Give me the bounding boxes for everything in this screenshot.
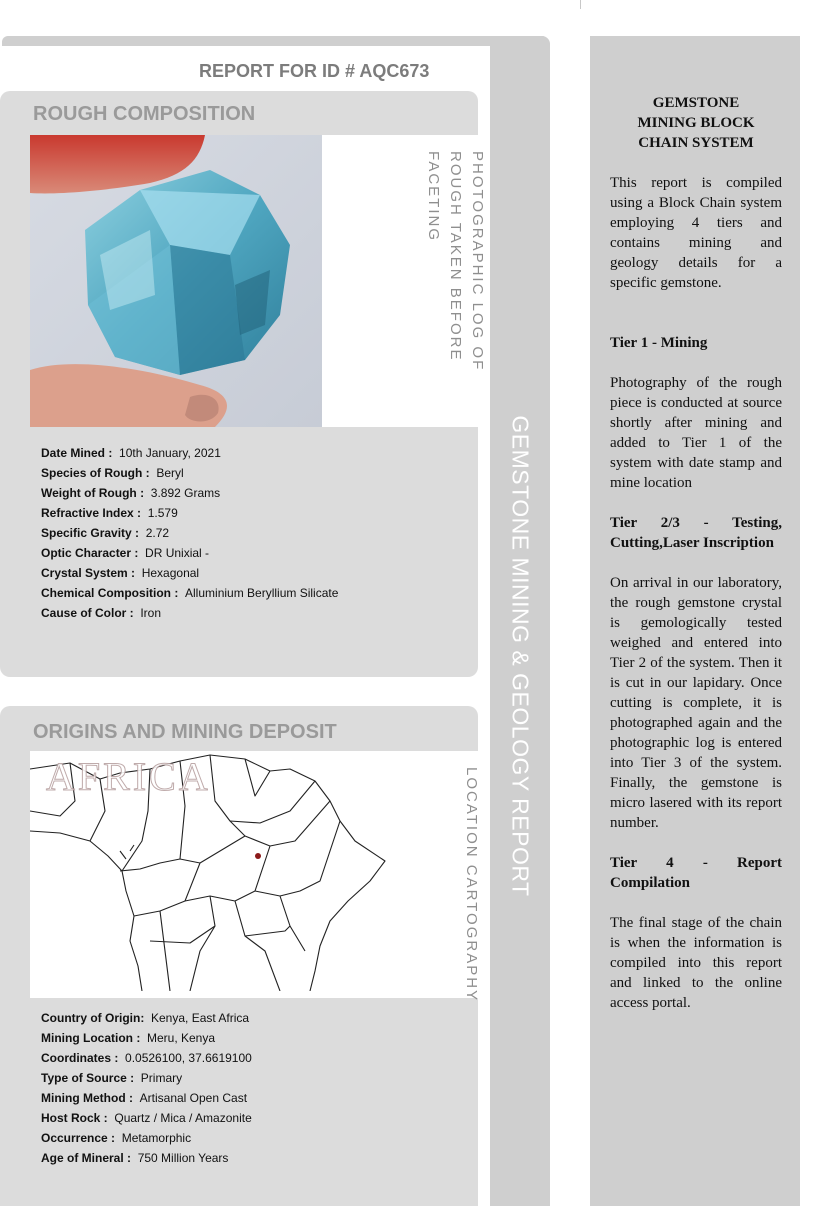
vertical-report-title: GEMSTONE MINING & GEOLOGY REPORT bbox=[507, 415, 534, 897]
detail-value: Meru, Kenya bbox=[147, 1031, 216, 1045]
detail-row bbox=[41, 503, 338, 523]
detail-row bbox=[41, 1108, 252, 1128]
origins-details-list bbox=[41, 1008, 252, 1168]
detail-row bbox=[41, 1128, 252, 1148]
detail-value: Alluminium Beryllium Silicate bbox=[185, 586, 339, 600]
detail-label: Age of Mineral : bbox=[41, 1151, 132, 1165]
detail-value: 10th January, 2021 bbox=[119, 446, 221, 460]
detail-label: Type of Source : bbox=[41, 1071, 135, 1085]
detail-label: Weight of Rough : bbox=[41, 486, 145, 500]
detail-label: Refractive Index : bbox=[41, 506, 142, 520]
origins-map-area bbox=[30, 751, 480, 1003]
blockchain-info-panel bbox=[590, 36, 800, 1206]
detail-row bbox=[41, 603, 338, 623]
tier-heading: Tier 1 - Mining bbox=[610, 335, 708, 351]
detail-value: Artisanal Open Cast bbox=[139, 1091, 248, 1105]
detail-value: DR Unixial - bbox=[145, 546, 210, 560]
detail-value: Kenya, East Africa bbox=[151, 1011, 250, 1025]
detail-label: Host Rock : bbox=[41, 1111, 108, 1125]
detail-value: 3.892 Grams bbox=[150, 486, 221, 500]
detail-value: Quartz / Mica / Amazonite bbox=[114, 1111, 252, 1125]
detail-label: Crystal System : bbox=[41, 566, 136, 580]
tier-body: The final stage of the chain is when the information is compiled into this report and linked to the online access portal. bbox=[610, 915, 782, 1011]
report-id-heading: REPORT FOR ID # AQC673 bbox=[199, 61, 430, 81]
detail-value: Beryl bbox=[156, 466, 184, 480]
tier-heading: Tier 4 - Report Compilation bbox=[610, 855, 782, 891]
detail-label: Mining Location : bbox=[41, 1031, 141, 1045]
photo-caption-vertical: PHOTOGRAPHIC LOG OF ROUGH TAKEN BEFORE FACETING bbox=[425, 151, 486, 372]
detail-label: Optic Character : bbox=[41, 546, 139, 560]
detail-row bbox=[41, 543, 338, 563]
detail-value: Iron bbox=[140, 606, 162, 620]
detail-label: Mining Method : bbox=[41, 1091, 133, 1105]
blockchain-intro: This report is compiled using a Block Chain system employing 4 tiers and contains mining and geology details for a specific gemstone. bbox=[610, 175, 782, 291]
detail-label: Coordinates : bbox=[41, 1051, 119, 1065]
detail-value: Metamorphic bbox=[121, 1131, 192, 1145]
detail-row bbox=[41, 1008, 252, 1028]
detail-label: Date Mined : bbox=[41, 446, 113, 460]
detail-row bbox=[41, 463, 338, 483]
detail-value: 1.579 bbox=[147, 506, 178, 520]
detail-row bbox=[41, 1088, 252, 1108]
detail-row bbox=[41, 1048, 252, 1068]
top-frame-bar bbox=[2, 36, 548, 46]
detail-row bbox=[41, 1148, 252, 1168]
vertical-title-panel bbox=[490, 36, 550, 1206]
detail-value: 2.72 bbox=[145, 526, 170, 540]
detail-row bbox=[41, 563, 338, 583]
africa-map bbox=[30, 751, 425, 991]
rough-gemstone-photo bbox=[30, 135, 322, 427]
blockchain-info-content bbox=[610, 93, 782, 1033]
map-caption-vertical: LOCATION CARTOGRAPHY bbox=[463, 767, 480, 1003]
detail-value: Primary bbox=[140, 1071, 183, 1085]
detail-row bbox=[41, 483, 338, 503]
detail-label: Chemical Composition : bbox=[41, 586, 179, 600]
detail-row bbox=[41, 443, 338, 463]
blockchain-title: GEMSTONE MINING BLOCK CHAIN SYSTEM bbox=[637, 95, 755, 151]
top-divider-tick bbox=[580, 0, 581, 9]
detail-value: Hexagonal bbox=[141, 566, 200, 580]
detail-row bbox=[41, 523, 338, 543]
tier-body: On arrival in our laboratory, the rough gemstone crystal is gemologically tested weighed and entered into Tier 2 of the system. Then it is cut in our lapidary. Once cutting is complete, it is photographed again and the photographic log is entered into Tier 3 of the system. Finally, the gemstone is micro lasered with its report number. bbox=[610, 575, 782, 831]
detail-label: Occurrence : bbox=[41, 1131, 116, 1145]
detail-row bbox=[41, 1068, 252, 1088]
detail-label: Specific Gravity : bbox=[41, 526, 140, 540]
detail-value: 0.0526100, 37.6619100 bbox=[125, 1051, 252, 1065]
detail-value: 750 Million Years bbox=[137, 1151, 229, 1165]
detail-row bbox=[41, 583, 338, 603]
map-region-label: AFRICA bbox=[46, 754, 211, 799]
section-title-origins: ORIGINS AND MINING DEPOSIT bbox=[33, 721, 337, 743]
detail-row bbox=[41, 1028, 252, 1048]
mine-location-marker bbox=[255, 853, 261, 859]
detail-label: Country of Origin: bbox=[41, 1011, 145, 1025]
section-title-rough: ROUGH COMPOSITION bbox=[33, 103, 256, 125]
rough-photo-area bbox=[30, 135, 486, 427]
detail-label: Cause of Color : bbox=[41, 606, 134, 620]
tier-body: Photography of the rough piece is conducted at source shortly after mining and added to Tier 1 of the system with date stamp and mine location bbox=[610, 375, 782, 491]
tier-heading: Tier 2/3 - Testing, Cutting,Laser Inscription bbox=[610, 515, 782, 551]
detail-label: Species of Rough : bbox=[41, 466, 150, 480]
rough-details-list bbox=[41, 443, 338, 623]
